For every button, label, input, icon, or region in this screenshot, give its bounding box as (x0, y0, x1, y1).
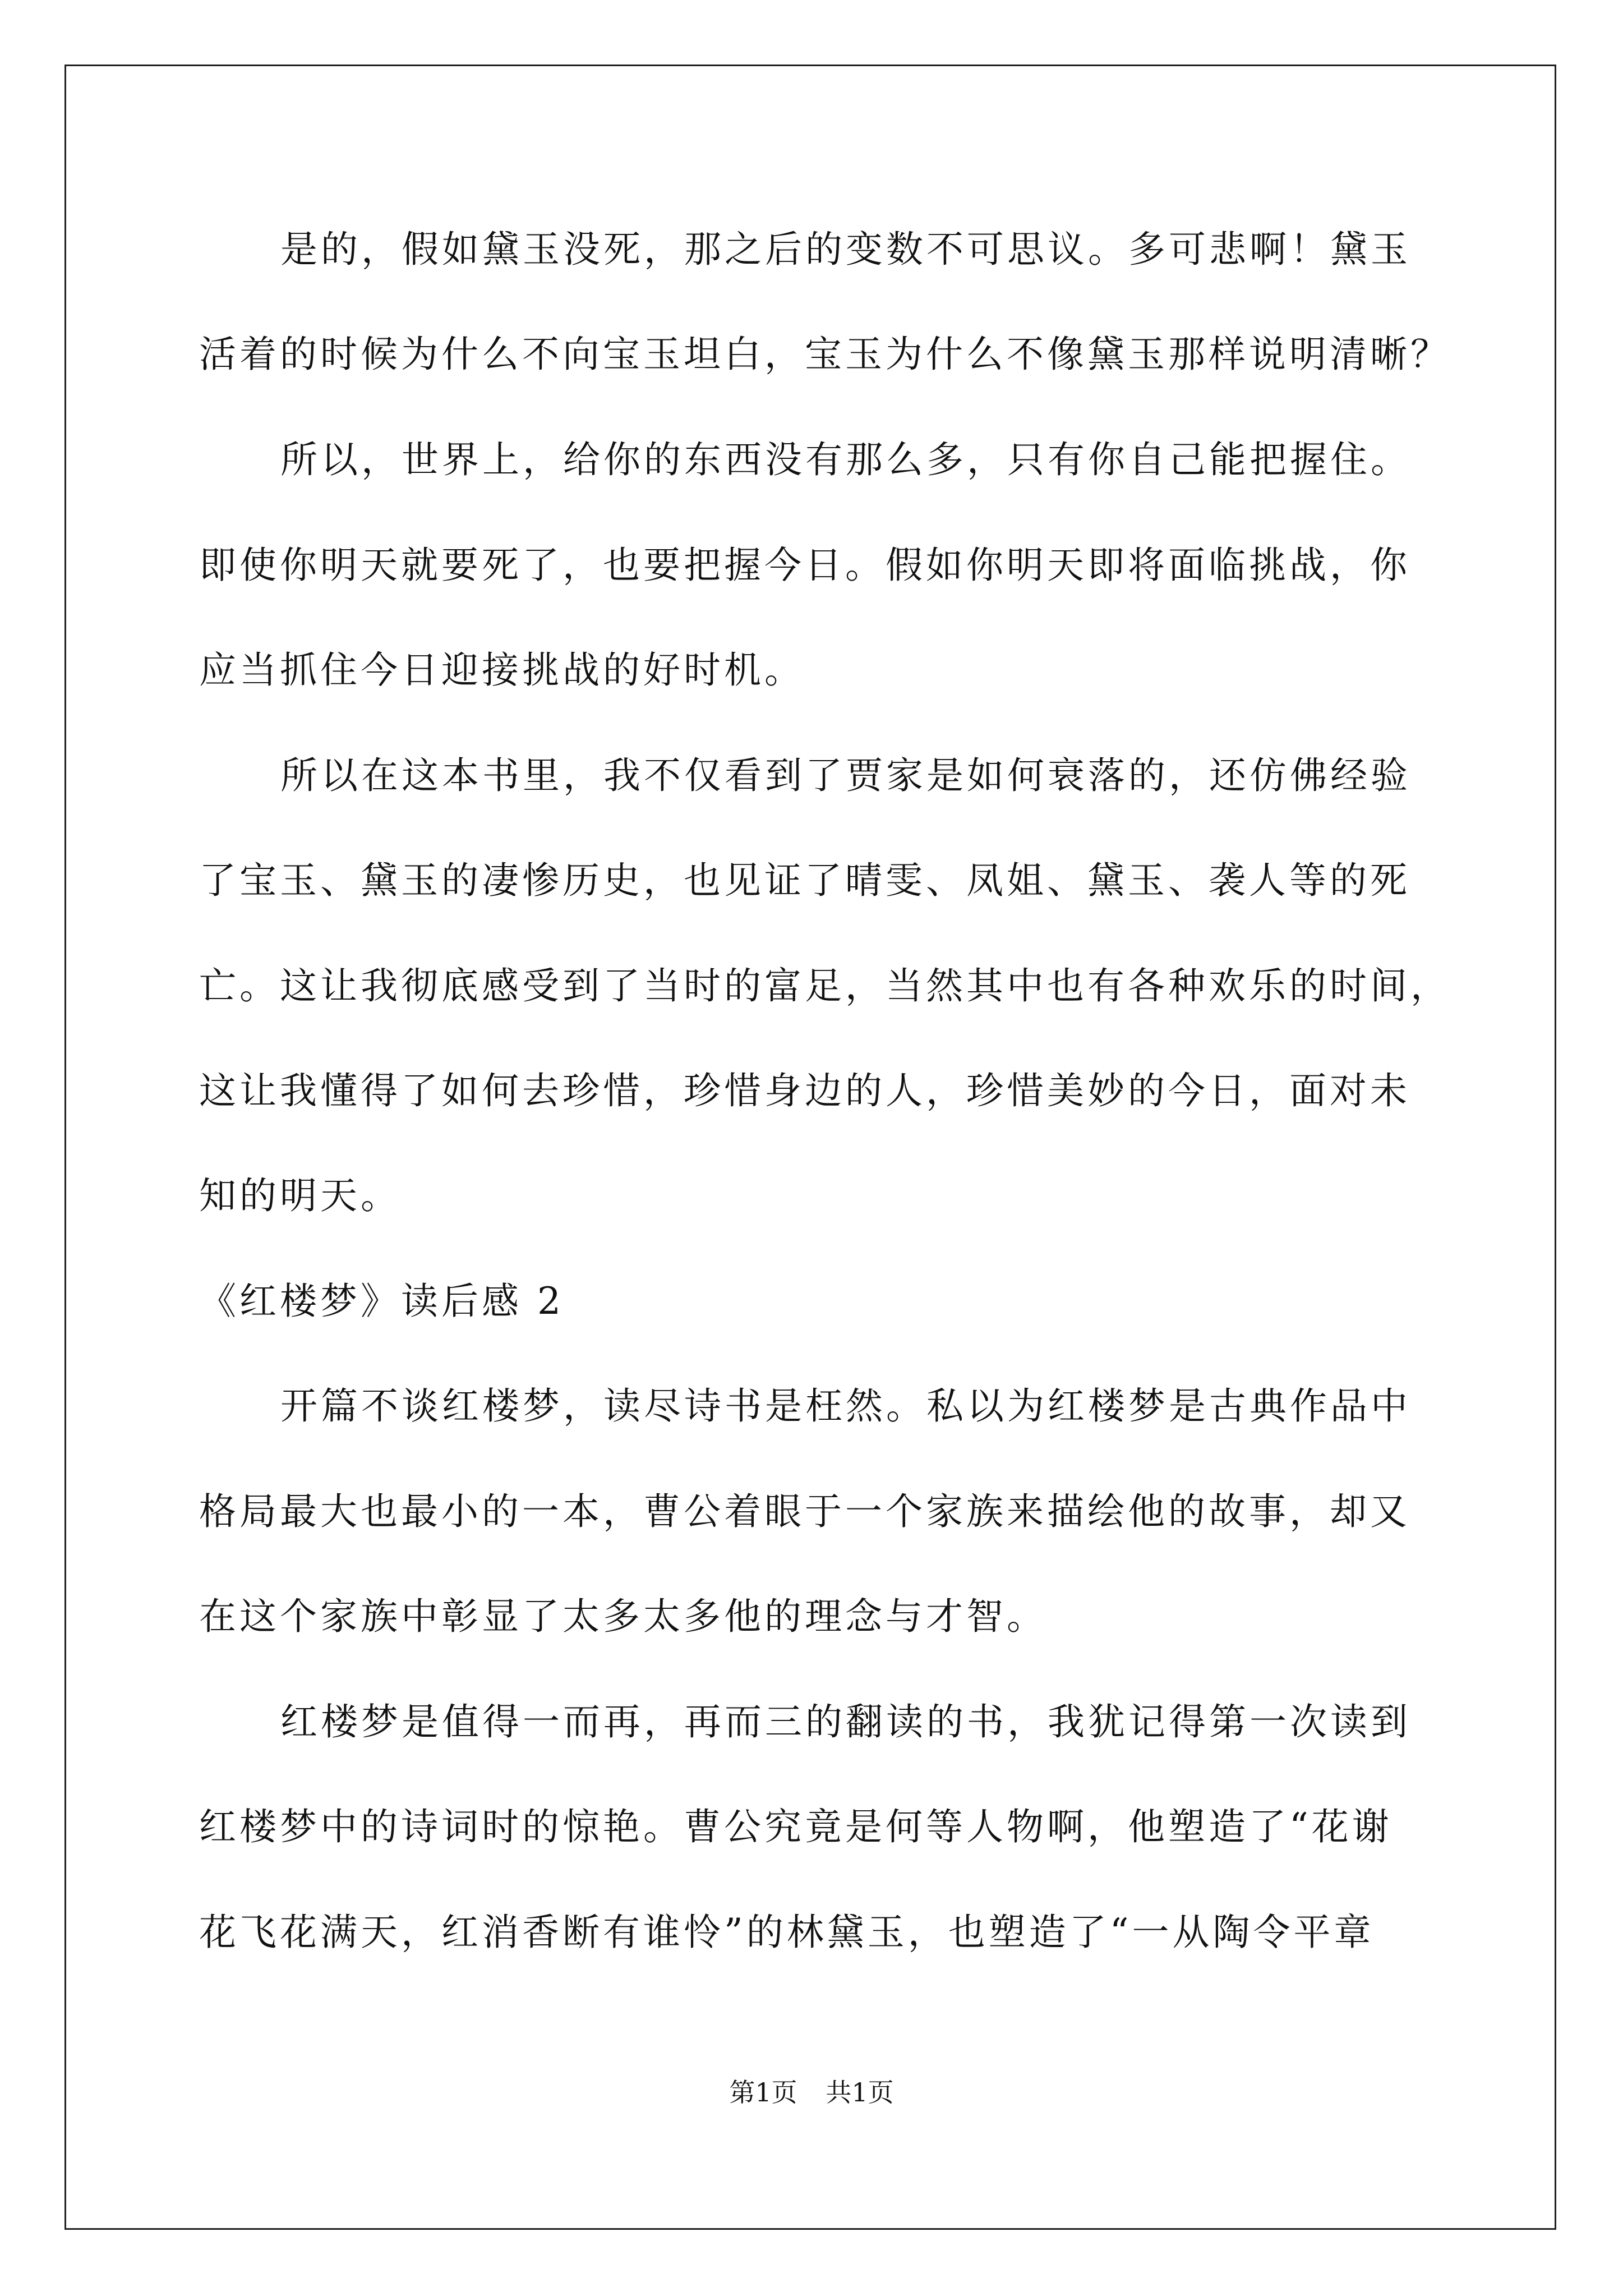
text-line: 在这个家族中彰显了太多太多他的理念与才智。 (199, 1595, 1047, 1638)
section-heading: 《红楼梦》读后感 2 (199, 1280, 564, 1323)
text-line: 格局最大也最小的一本，曹公着眼于一个家族来描绘他的故事，却又 (199, 1490, 1410, 1533)
text-line: 所以在这本书里，我不仅看到了贾家是如何衰落的，还仿佛经验 (280, 754, 1411, 797)
text-line: 是的，假如黛玉没死，那之后的变数不可思议。多可悲啊！黛玉 (280, 228, 1411, 271)
text-line: 即使你明天就要死了，也要把握今日。假如你明天即将面临挑战，你 (199, 544, 1410, 587)
text-line: 所以，世界上，给你的东西没有那么多，只有你自己能把握住。 (280, 438, 1411, 481)
text-line: 活着的时候为什么不向宝玉坦白，宝玉为什么不像黛玉那样说明清晰？ (199, 333, 1451, 376)
page-footer (0, 2076, 1623, 2109)
page-border (64, 65, 1556, 2230)
page-total: 共1页 (826, 2077, 894, 2108)
text-line: 了宝玉、黛玉的凄惨历史，也见证了晴雯、凤姐、黛玉、袭人等的死 (199, 859, 1410, 902)
text-line: 红楼梦是值得一而再，再而三的翻读的书，我犹记得第一次读到 (280, 1700, 1411, 1743)
text-line: 这让我懂得了如何去珍惜，珍惜身边的人，珍惜美妙的今日，面对未 (199, 1069, 1410, 1112)
text-line: 应当抓住今日迎接挑战的好时机。 (199, 648, 805, 692)
text-line: 花飞花满天，红消香断有谁怜”的林黛玉，也塑造了“一从陶令平章 (199, 1911, 1375, 1954)
text-line: 开篇不谈红楼梦，读尽诗书是枉然。私以为红楼梦是古典作品中 (280, 1384, 1411, 1428)
page-number: 第1页 (729, 2077, 797, 2108)
text-line: 亡。这让我彻底感受到了当时的富足，当然其中也有各种欢乐的时间， (199, 964, 1451, 1007)
text-line: 知的明天。 (199, 1174, 401, 1217)
text-line: 红楼梦中的诗词时的惊艳。曹公究竟是何等人物啊，他塑造了“花谢 (199, 1805, 1393, 1848)
